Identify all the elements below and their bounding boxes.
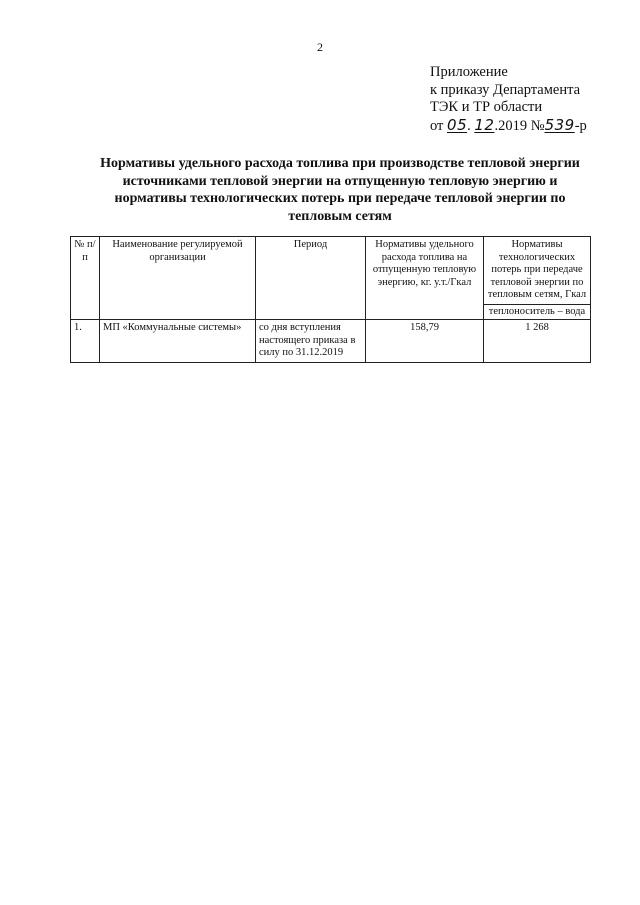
date-prefix: от xyxy=(430,117,444,134)
appendix-line-3: ТЭК и ТР области xyxy=(430,99,543,115)
date-separator: . xyxy=(467,117,471,134)
appendix-block xyxy=(430,64,587,135)
header-losses: Нормативы технологических потерь при передаче тепловой энергии по тепловым сетям, Гкал xyxy=(484,237,591,305)
order-suffix: -р xyxy=(574,117,587,134)
appendix-date-line xyxy=(430,117,587,136)
row-period: со дня вступления настоящего приказа в силу по 31.12.2019 xyxy=(256,320,366,363)
header-fuel: Нормативы удельного расхода топлива на отпущенную тепловую энергию, кг. у.т./Гкал xyxy=(366,237,484,320)
appendix-line-2: к приказу Департамента xyxy=(430,81,581,98)
row-org: МП «Коммунальные системы» xyxy=(100,320,256,363)
appendix-line-1: Приложение xyxy=(430,64,508,80)
row-losses: 1 268 xyxy=(484,320,591,363)
header-num: № п/п xyxy=(71,237,100,320)
header-org: Наименование регулируемой организации xyxy=(100,237,256,320)
date-day-handwritten: 05 xyxy=(447,115,468,134)
order-number-handwritten: 539 xyxy=(544,115,575,134)
header-period: Период xyxy=(256,237,366,320)
page-number: 2 xyxy=(317,40,323,54)
header-losses-sub: теплоноситель – вода xyxy=(484,304,591,320)
date-month-handwritten: 12 xyxy=(474,115,495,134)
norms-table xyxy=(70,236,591,363)
table-header-row xyxy=(71,237,591,305)
row-fuel: 158,79 xyxy=(366,320,484,363)
table-row xyxy=(71,320,591,363)
document-title: Нормативы удельного расхода топлива при производстве тепловой энергии источниками тепловой энергии на отпущенную тепловую энергию и нормативы технологических потерь при передаче тепловой энергии по тепловым сетям xyxy=(100,156,580,224)
row-num: 1. xyxy=(71,320,100,363)
date-year: .2019 № xyxy=(494,117,545,134)
